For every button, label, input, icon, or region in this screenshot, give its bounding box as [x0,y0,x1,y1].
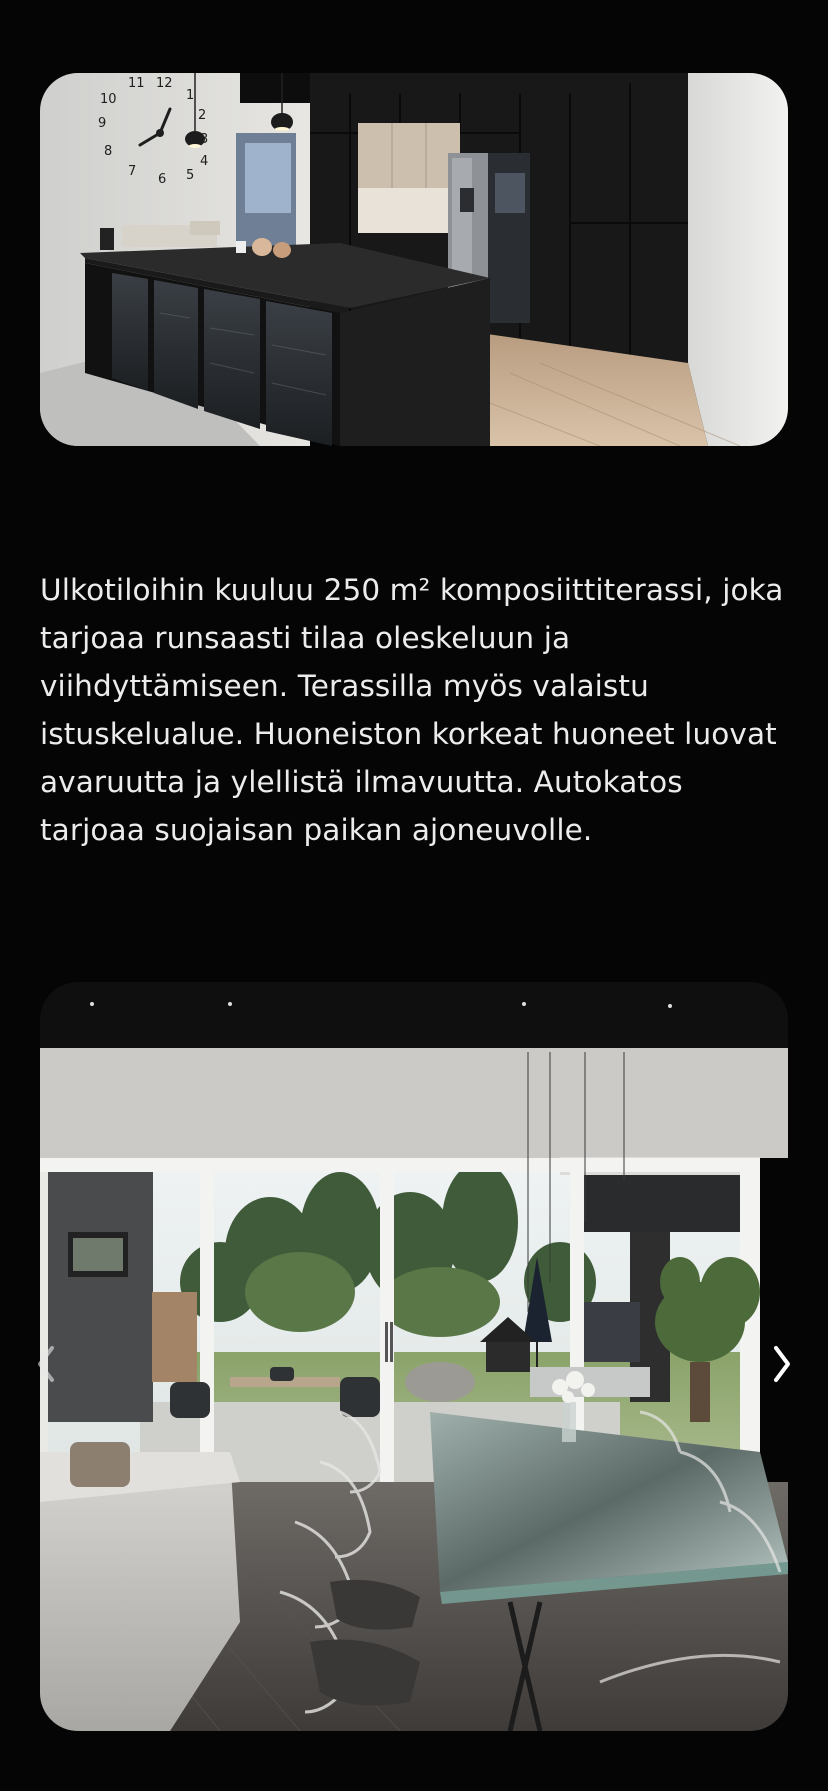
svg-text:4: 4 [200,154,209,169]
svg-text:3: 3 [200,132,209,147]
svg-text:1: 1 [186,88,195,103]
chevron-right-icon [770,1344,794,1384]
svg-text:11: 11 [128,76,145,91]
carousel-next-button[interactable] [760,1342,804,1386]
svg-text:6: 6 [158,172,167,187]
svg-text:9: 9 [98,116,107,131]
svg-text:8: 8 [104,144,113,159]
kitchen-photo [40,73,788,446]
carousel-prev-button[interactable] [24,1342,68,1386]
chevron-left-icon [34,1344,58,1384]
svg-text:10: 10 [100,92,117,107]
property-description: Ulkotiloihin kuuluu 250 m² komposiittiterassi, joka tarjoaa runsaasti tilaa oleskeluun ja viihdyttämiseen. Terassilla myös valaistu istuskelualue. Huoneiston korkeat huoneet luovat avaruutta ja ylellistä ilmavuutta. Autokatos tarjoaa suojaisan paikan ajoneuvolle. [40,573,784,847]
kitchen-image [40,73,788,446]
svg-text:7: 7 [128,164,137,179]
living-room-image [40,982,788,1731]
svg-text:5: 5 [186,168,195,183]
svg-text:2: 2 [198,108,207,123]
living-room-photo [40,982,788,1731]
svg-text:12: 12 [156,76,173,91]
